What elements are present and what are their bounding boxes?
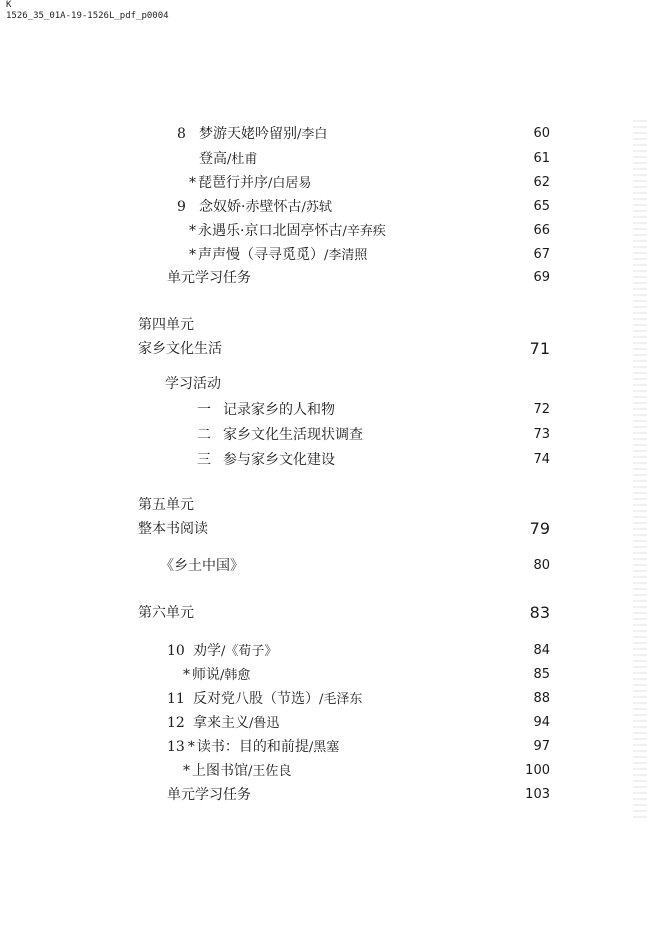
entry-page: 88 [533,691,550,706]
entry-page: 94 [533,715,550,730]
entry-number: 一 [197,402,211,418]
toc-entry[interactable] [167,736,339,758]
book-entry[interactable]: 《乡土中国》 [160,558,244,574]
entry-number: 11 [167,691,185,707]
unit-task-entry[interactable] [167,267,251,289]
entry-title: 劝学 [193,643,221,659]
entry-title: 家乡文化生活现状调查 [223,427,363,443]
optional-star: * [183,667,190,683]
entry-title: 读书：目的和前提 [196,739,309,755]
entry-author: /李白 [297,127,328,142]
optional-star: * [189,247,196,263]
entry-page: 74 [533,452,550,467]
toc-entry[interactable] [167,688,362,710]
entry-page: 80 [533,558,550,573]
activities-label: 学习活动 [165,376,221,392]
entry-title: 念奴娇·赤壁怀古 [199,199,302,215]
entry-title: 琵琶行并序 [198,175,268,191]
toc-entry[interactable] [186,172,311,194]
entry-number: 8 [177,126,186,142]
entry-page: 97 [533,739,550,754]
scan-header-line1: K [6,0,12,10]
scan-header-line2: 1526_35_01A-19-1526L_pdf_p0004 [6,11,169,21]
entry-author: /白居易 [268,176,312,191]
entry-title: 梦游天姥吟留别 [199,126,297,142]
unit-label[interactable]: 第六单元 [138,605,194,621]
toc-entry[interactable] [199,148,257,170]
toc-entry[interactable] [180,760,291,782]
entry-author: /《荀子》 [221,644,278,659]
entry-number: 9 [177,199,186,215]
toc-entry[interactable] [167,640,277,662]
unit-page: 83 [529,603,550,622]
unit-label: 第四单元 [138,317,194,333]
optional-star: * [189,223,196,239]
entry-page: 72 [533,402,550,417]
unit-label: 第五单元 [138,497,194,513]
entry-page: 66 [533,223,550,238]
toc-entry[interactable] [197,399,335,421]
entry-title: 上图书馆 [192,763,248,779]
entry-page: 103 [525,787,550,802]
toc-entry[interactable] [180,664,250,686]
entry-author: /毛泽东 [319,692,363,707]
entry-page: 69 [533,270,550,285]
optional-star: * [189,175,196,191]
toc-entry[interactable] [186,220,386,242]
toc-entry[interactable] [177,123,327,145]
entry-page: 100 [525,763,550,778]
entry-number: 13 [167,739,185,755]
toc-entry[interactable] [197,449,335,471]
unit-task-label: 单元学习任务 [167,270,251,286]
entry-author: /黑塞 [308,740,340,755]
optional-star: * [187,739,195,755]
entry-title: 记录家乡的人和物 [223,402,335,418]
unit-title[interactable]: 家乡文化生活 [138,341,222,357]
toc-entry[interactable] [186,244,367,266]
toc-entry[interactable] [177,196,332,218]
entry-title: 永遇乐·京口北固亭怀古 [198,223,343,239]
entry-page: 65 [533,199,550,214]
unit-page: 79 [529,519,550,538]
entry-author: /辛弃疾 [342,224,386,239]
entry-title: 反对党八股（节选） [193,691,319,707]
entry-author: /苏轼 [301,200,332,215]
entry-title: 拿来主义 [193,715,249,731]
entry-page: 60 [533,126,550,141]
entry-author: /韩愈 [220,668,251,683]
unit-task-label: 单元学习任务 [167,787,251,803]
entry-page: 73 [533,427,550,442]
entry-author: /鲁迅 [249,716,280,731]
entry-number: 10 [167,643,185,659]
entry-page: 84 [533,643,550,658]
entry-page: 61 [533,151,550,166]
entry-page: 85 [533,667,550,682]
toc-entry[interactable] [197,424,363,446]
entry-author: /王佐良 [248,764,292,779]
entry-number: 二 [197,427,211,443]
entry-number: 三 [197,452,211,468]
entry-title: 师说 [192,667,220,683]
optional-star: * [183,763,190,779]
toc-entry[interactable] [167,712,279,734]
unit-title[interactable]: 整本书阅读 [138,521,208,537]
entry-title: 登高 [199,151,227,167]
entry-page: 67 [533,247,550,262]
entry-author: /杜甫 [227,152,258,167]
unit-page: 71 [529,339,550,358]
entry-author: /李清照 [324,248,368,263]
entry-title: 参与家乡文化建设 [223,452,335,468]
unit-task-entry[interactable] [167,784,251,806]
entry-title: 声声慢（寻寻觅觅） [198,247,324,263]
entry-page: 62 [533,175,550,190]
entry-number: 12 [167,715,185,731]
